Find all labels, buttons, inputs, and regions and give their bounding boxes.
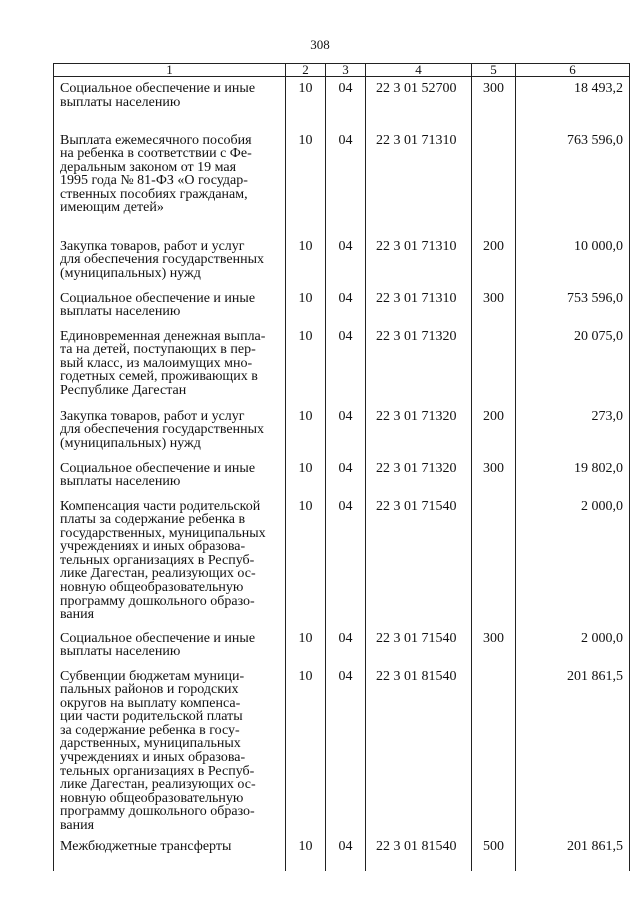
row-subsection: 04: [326, 835, 366, 871]
table-row: [54, 627, 630, 665]
row-name: Социальное обеспечение и иные выплаты населению: [54, 627, 286, 665]
row-subsection: 04: [326, 627, 366, 665]
row-name: Компенсация части родительской платы за содержание ребенка в государственных, муниципальных учреждениях и иных образова- тельных организациях в Респуб- лике Дагестан, реализующих ос- новную общеобразовательную программу дошкольного образо- вания: [54, 495, 286, 627]
row-subsection: 04: [326, 235, 366, 287]
row-name: Закупка товаров, работ и услуг для обеспечения государственных (муниципальных) нужд: [54, 405, 286, 457]
row-code: 22 3 01 71320: [366, 457, 472, 495]
row-type: 300: [472, 457, 516, 495]
row-section: 10: [286, 835, 326, 871]
row-section: 10: [286, 129, 326, 235]
row-section: 10: [286, 287, 326, 325]
row-type: [472, 665, 516, 835]
row-type: 200: [472, 405, 516, 457]
header-col-5: 5: [472, 64, 516, 77]
header-col-1: 1: [54, 64, 286, 77]
row-amount: 19 802,0: [516, 457, 630, 495]
row-amount: 2 000,0: [516, 495, 630, 627]
row-amount: 20 075,0: [516, 325, 630, 405]
row-amount: 18 493,2: [516, 77, 630, 129]
table-row: [54, 325, 630, 405]
row-type: 500: [472, 835, 516, 871]
row-section: 10: [286, 665, 326, 835]
row-section: 10: [286, 627, 326, 665]
row-code: 22 3 01 52700: [366, 77, 472, 129]
row-subsection: 04: [326, 405, 366, 457]
row-section: 10: [286, 77, 326, 129]
row-name: Закупка товаров, работ и услуг для обеспечения государственных (муниципальных) нужд: [54, 235, 286, 287]
row-section: 10: [286, 235, 326, 287]
row-amount: 753 596,0: [516, 287, 630, 325]
row-subsection: 04: [326, 287, 366, 325]
row-type: 300: [472, 287, 516, 325]
table-row: [54, 129, 630, 235]
row-name: Единовременная денежная выпла- та на детей, поступающих в пер- вый класс, из малоимущих мно- годетных семей, проживающих в Республике Дагестан: [54, 325, 286, 405]
row-code: 22 3 01 71540: [366, 627, 472, 665]
row-type: [472, 495, 516, 627]
row-amount: 10 000,0: [516, 235, 630, 287]
header-col-4: 4: [366, 64, 472, 77]
row-code: 22 3 01 71310: [366, 235, 472, 287]
row-code: 22 3 01 81540: [366, 835, 472, 871]
row-subsection: 04: [326, 325, 366, 405]
table-row: [54, 495, 630, 627]
row-section: 10: [286, 405, 326, 457]
row-section: 10: [286, 325, 326, 405]
table-row: [54, 287, 630, 325]
row-amount: 201 861,5: [516, 835, 630, 871]
table-row: [54, 457, 630, 495]
row-section: 10: [286, 457, 326, 495]
row-code: 22 3 01 71320: [366, 405, 472, 457]
row-code: 22 3 01 71540: [366, 495, 472, 627]
table-row: [54, 665, 630, 835]
row-code: 22 3 01 81540: [366, 665, 472, 835]
row-type: [472, 129, 516, 235]
row-name: Выплата ежемесячного пособия на ребенка в соответствии с Фе- деральным законом от 19 мая 1995 года № 81-ФЗ «О государ- ственных пособиях гражданам, имеющим детей»: [54, 129, 286, 235]
row-type: [472, 325, 516, 405]
row-code: 22 3 01 71320: [366, 325, 472, 405]
row-name: Социальное обеспечение и иные выплаты населению: [54, 457, 286, 495]
table-row: [54, 235, 630, 287]
row-type: 200: [472, 235, 516, 287]
row-name: Межбюджетные трансферты: [54, 835, 286, 871]
row-amount: 273,0: [516, 405, 630, 457]
row-code: 22 3 01 71310: [366, 287, 472, 325]
row-code: 22 3 01 71310: [366, 129, 472, 235]
row-type: 300: [472, 77, 516, 129]
row-subsection: 04: [326, 457, 366, 495]
table-row: [54, 835, 630, 871]
row-section: 10: [286, 495, 326, 627]
row-subsection: 04: [326, 665, 366, 835]
row-subsection: 04: [326, 77, 366, 129]
row-name: Субвенции бюджетам муници- пальных районов и городских округов на выплату компенса- ции части родительской платы за содержание ребенка в госу- дарственных, муниципальных учреждениях и иных образова- тельных организациях в Респуб- лике Дагестан, реализующих ос- новную общеобразовательную программу дошкольного образо- вания: [54, 665, 286, 835]
row-subsection: 04: [326, 495, 366, 627]
table-row: [54, 405, 630, 457]
row-amount: 201 861,5: [516, 665, 630, 835]
row-subsection: 04: [326, 129, 366, 235]
header-col-3: 3: [326, 64, 366, 77]
table-row: [54, 77, 630, 129]
row-type: 300: [472, 627, 516, 665]
table-header-row: [54, 64, 630, 77]
header-col-2: 2: [286, 64, 326, 77]
row-amount: 763 596,0: [516, 129, 630, 235]
row-name: Социальное обеспечение и иные выплаты населению: [54, 287, 286, 325]
row-name: Социальное обеспечение и иные выплаты населению: [54, 77, 286, 129]
budget-table: [53, 63, 630, 871]
header-col-6: 6: [516, 64, 630, 77]
page-number: 308: [310, 37, 330, 52]
row-amount: 2 000,0: [516, 627, 630, 665]
